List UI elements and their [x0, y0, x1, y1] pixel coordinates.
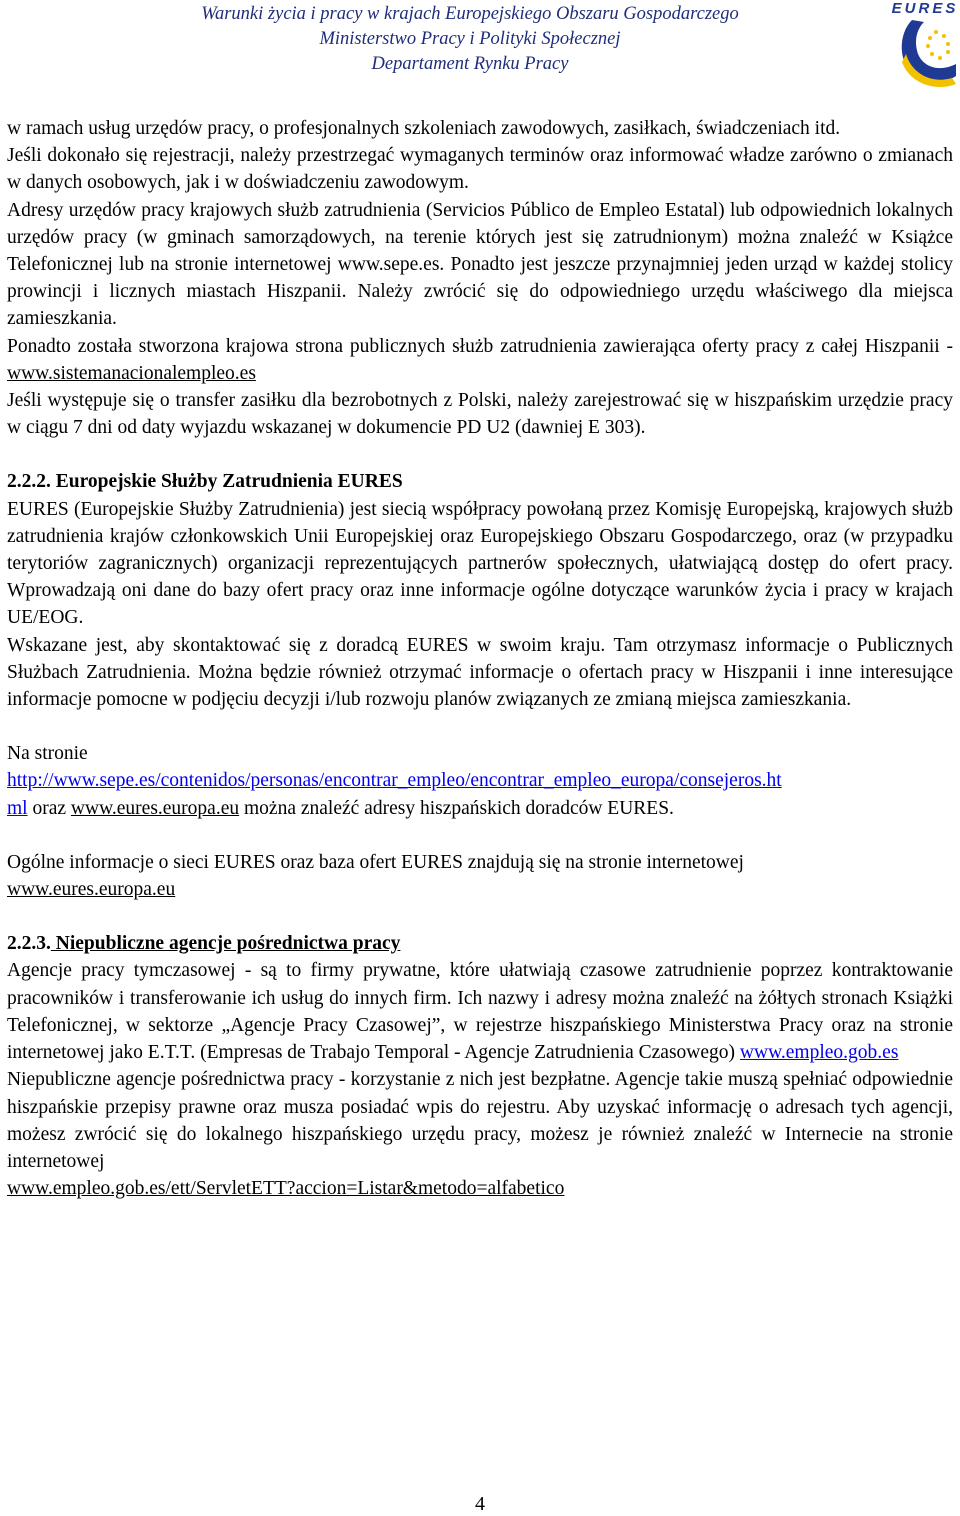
paragraph: [7, 957, 953, 1066]
eures-logo: [890, 0, 960, 90]
paragraph-text: Ponadto została stworzona krajowa strona publicznych służb zatrudnienia zawierająca oferty pracy z całej Hiszpanii -: [7, 335, 953, 357]
header-line-2: Ministerstwo Pracy i Polityki Społecznej: [319, 29, 621, 49]
paragraph-text: oraz: [27, 797, 71, 819]
empleo-ett-link[interactable]: www.empleo.gob.es/ett/ServletETT?accion=Listar&metodo=alfabetico: [7, 1178, 565, 1200]
paragraph: w ramach usług urzędów pracy, o profesjonalnych szkoleniach zawodowych, zasiłkach, świadczeniach itd.: [7, 118, 841, 139]
paragraph: [7, 767, 953, 794]
eures-logo-text: EURES: [891, 0, 959, 17]
paragraph: Niepubliczne agencje pośrednictwa pracy - korzystanie z nich jest bezpłatne. Agencje takie muszą spełniać odpowiednie hiszpańskie przepisy prawne oraz musza posiadać wpis do rejestru. Aby uzyskać informację o adresach tych agencji, możesz zwrócić się do lokalnego hiszpańskiego urzędu pracy, możesz je również znaleźć w Internecie na stronie internetowej: [7, 1069, 953, 1172]
sistemanacionalempleo-link[interactable]: www.sistemanacionalempleo.es: [7, 362, 256, 384]
sepe-consejeros-link-end[interactable]: ml: [7, 797, 28, 819]
header-text: [150, 2, 790, 77]
empleo-gob-link[interactable]: www.empleo.gob.es: [739, 1042, 899, 1064]
paragraph-text: można znaleźć adresy hiszpańskich doradców EURES.: [239, 797, 674, 819]
paragraph: [7, 876, 953, 903]
sepe-consejeros-link[interactable]: http://www.sepe.es/contenidos/personas/encontrar_empleo/encontrar_empleo_europa/consejeros.ht: [7, 770, 782, 792]
section-heading-agencies: [7, 930, 953, 957]
paragraph: Na stronie: [7, 743, 88, 765]
paragraph: [7, 1175, 953, 1202]
paragraph: [7, 333, 953, 387]
paragraph-text: Agencje pracy tymczasowej - są to firmy prywatne, które ułatwiają czasowe zatrudnienie poprzez kontraktowanie pracowników i transferowanie ich usług do innych firm. Ich nazwy i adresy można znaleźć na żółtych stronach Książki Telefonicznej, w sektorze „Agencje Pracy Czasowej”, w rejestrze hiszpańskiego Ministerstwa Pracy oraz na stronie internetowej jako E.T.T. (Empresas de Trabajo Temporal - Agencje Zatrudnienia Czasowego): [7, 960, 953, 1064]
page-number: 4: [475, 1493, 485, 1515]
section-number: 2.2.3.: [7, 933, 51, 955]
header-line-3: Departament Rynku Pracy: [371, 54, 569, 74]
page-header: [0, 0, 960, 80]
paragraph: [7, 795, 953, 822]
eures-europa-link-2[interactable]: www.eures.europa.eu: [7, 879, 176, 901]
paragraph: EURES (Europejskie Służby Zatrudnienia) jest siecią współpracy powołaną przez Komisję Europejską, krajowych służb zatrudnienia krajów członkowskich Unii Europejskiej oraz Europejskiego Obszaru Gospodarczego, oraz (w przypadku terytoriów zagranicznych) organizacji reprezentujących partnerów społecznych, ułatwiającą dostęp do ofert pracy. Wprowadzają oni dane do bazy ofert pracy oraz inne informacje ogólne dotyczące warunków życia i pracy w krajach UE/EOG.: [7, 498, 953, 629]
section-title: Niepubliczne agencje pośrednictwa pracy: [50, 933, 401, 955]
header-line-1: Warunki życia i pracy w krajach Europejskiego Obszaru Gospodarczego: [201, 4, 739, 24]
paragraph: Jeśli występuje się o transfer zasiłku dla bezrobotnych z Polski, należy zarejestrować się w hiszpańskim urzędzie pracy w ciągu 7 dni od daty wyjazdu wskazanej w dokumencie PD U2 (dawniej E 303).: [7, 390, 953, 439]
paragraph: Jeśli dokonało się rejestracji, należy przestrzegać wymaganych terminów oraz informować władze zarówno o zmianach w danych osobowych, jak i w doświadczeniu zawodowym.: [7, 145, 953, 194]
document-body: [7, 115, 953, 1202]
eures-europa-link[interactable]: www.eures.europa.eu: [70, 797, 240, 819]
paragraph: Ogólne informacje o sieci EURES oraz baza ofert EURES znajdują się na stronie internetowej: [7, 851, 744, 873]
paragraph: Wskazane jest, aby skontaktować się z doradcą EURES w swoim kraju. Tam otrzymasz informacje o Publicznych Służbach Zatrudnienia. Można będzie również otrzymać informacje o ofertach pracy w Hiszpanii i inne interesujące informacje pomocne w podjęciu decyzji i/lub rozwoju planów związanych ze zmianą miejsca zamieszkania.: [7, 634, 953, 711]
eures-emblem-icon: [892, 14, 958, 90]
paragraph: Adresy urzędów pracy krajowych służb zatrudnienia (Servicios Público de Empleo Estatal) lub odpowiednich lokalnych urzędów pracy (w gminach samorządowych, na terenie których jest się zatrudnionym) można znaleźć w Książce Telefonicznej lub na stronie internetowej www.sepe.es. Ponadto jest jeszcze przynajmniej jeden urząd w każdej stolicy prowincji i licznych miastach Hiszpanii. Należy zwrócić się do odpowiedniego urzędu właściwego dla miejsca zamieszkania.: [7, 199, 953, 330]
section-heading-eures: 2.2.2. Europejskie Służby Zatrudnienia EURES: [7, 471, 403, 493]
